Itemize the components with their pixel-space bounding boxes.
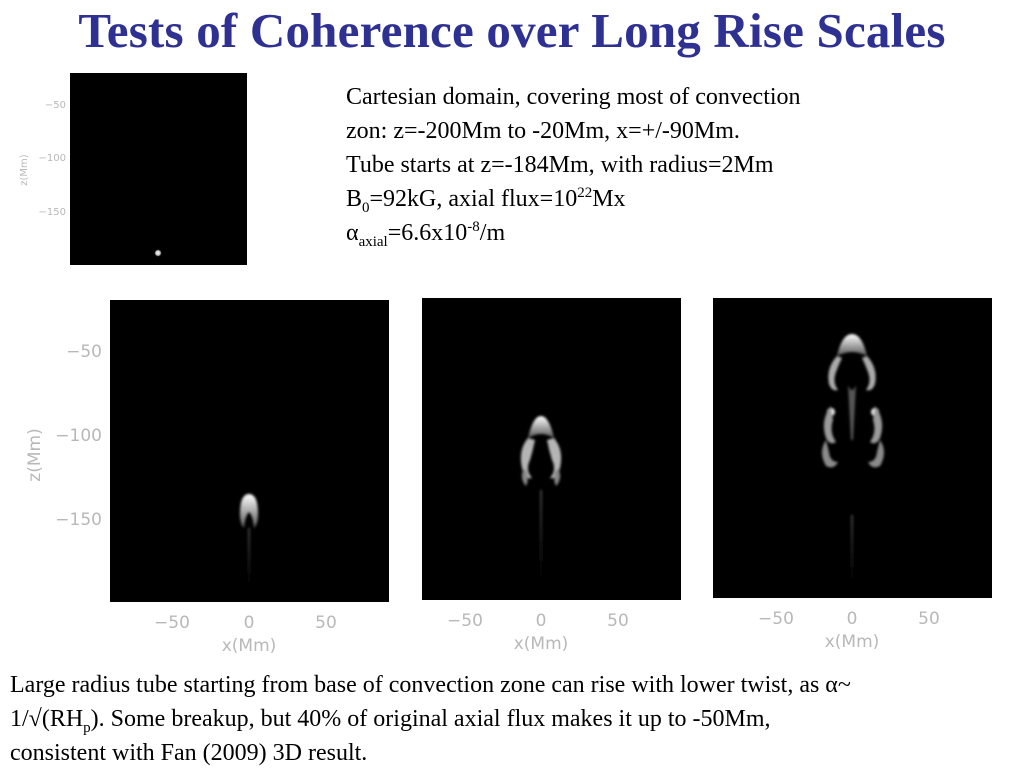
foot-line-2 xyxy=(10,702,1015,736)
plot1-ytick-3: −150 xyxy=(55,510,102,530)
plot1-xtick-2: 0 xyxy=(243,613,255,633)
b0-subscript: 0 xyxy=(362,199,370,216)
plot1-ylabel: z(Mm) xyxy=(25,428,45,482)
plot1-xtick-1: −50 xyxy=(154,613,190,633)
desc-line-1: Cartesian domain, covering most of convection xyxy=(346,84,801,110)
alpha-symbol: α xyxy=(346,220,359,246)
small-ytick-3: −150 xyxy=(38,207,66,218)
plot3-xlabel: x(Mm) xyxy=(824,632,880,652)
initial-plot-area xyxy=(70,73,247,265)
plot1-xlabel: x(Mm) xyxy=(221,636,277,656)
plot3-xtick-1: −50 xyxy=(758,609,794,629)
plot2-xtick-1: −50 xyxy=(447,611,483,631)
flux-exponent: 22 xyxy=(577,185,593,201)
initial-tube-dot xyxy=(154,249,162,257)
small-ylabel: z(Mm) xyxy=(19,154,30,186)
alpha-exponent: -8 xyxy=(467,219,480,235)
plot2-xtick-3: 50 xyxy=(607,611,629,631)
plot1-ytick-2: −100 xyxy=(55,426,102,446)
slide-title: Tests of Coherence over Long Rise Scales xyxy=(78,3,946,58)
foot-line-2-sub: p xyxy=(83,719,91,736)
plot2-xlabel: x(Mm) xyxy=(513,634,569,654)
small-ytick-1: −50 xyxy=(44,100,66,111)
plot3-xtick-2: 0 xyxy=(846,609,858,629)
alpha-text: =6.6x10 xyxy=(387,220,468,246)
evolution-plot-3 xyxy=(713,298,992,652)
desc-line-2: zon: z=-200Mm to -20Mm, x=+/-90Mm. xyxy=(346,118,740,144)
flux-unit: Mx xyxy=(592,186,626,212)
alpha-unit: /m xyxy=(479,220,506,246)
plot3-xtick-3: 50 xyxy=(918,609,940,629)
b0-symbol: B xyxy=(346,186,363,212)
plot2-xtick-2: 0 xyxy=(535,611,547,631)
foot-line-2-a: 1/√(RH xyxy=(10,706,84,732)
foot-line-2-b: ). Some breakup, but 40% of original axial flux makes it up to -50Mm, xyxy=(90,706,771,732)
evolution-plot-1 xyxy=(25,300,389,656)
desc-line-3: Tube starts at z=-184Mm, with radius=2Mm xyxy=(346,152,774,178)
initial-state-plot xyxy=(19,73,247,265)
small-ytick-2: −100 xyxy=(38,153,66,164)
evolution-plot-2 xyxy=(422,298,681,654)
alpha-subscript: axial xyxy=(358,233,388,250)
foot-line-3: consistent with Fan (2009) 3D result. xyxy=(10,740,368,766)
plot1-ytick-1: −50 xyxy=(66,342,102,362)
plot1-xtick-3: 50 xyxy=(315,613,337,633)
b0-text: =92kG, axial flux=10 xyxy=(369,186,578,212)
foot-line-1: Large radius tube starting from base of convection zone can rise with lower twist, as α~ xyxy=(10,672,851,698)
conclusion-text xyxy=(10,668,1015,770)
